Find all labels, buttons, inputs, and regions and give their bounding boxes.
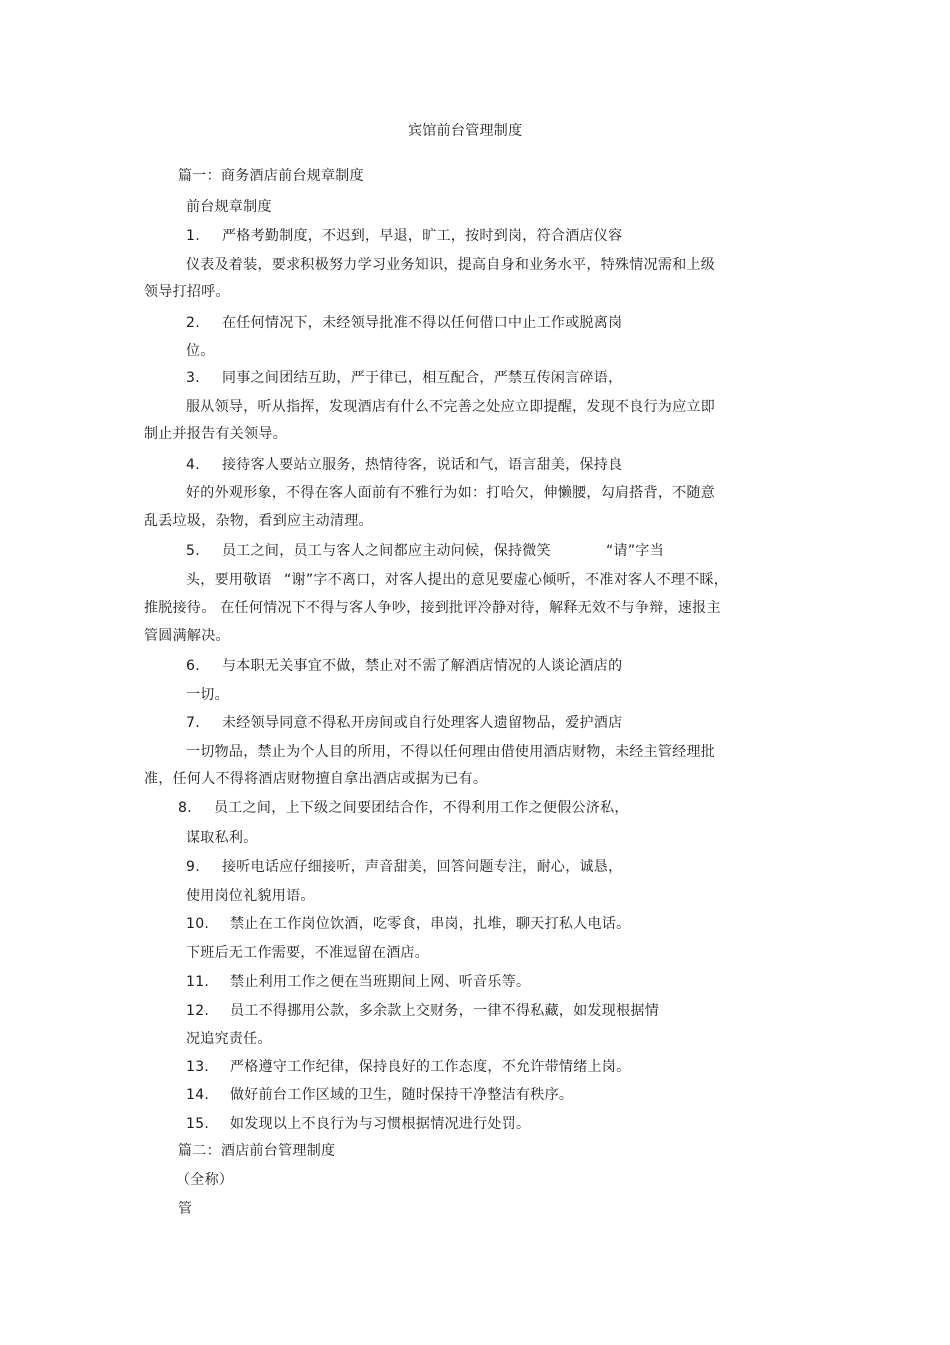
- rule-number: 9.: [186, 859, 200, 875]
- rule-1-cont-1: 仪表及着装，要求积极努力学习业务知识，提高自身和业务水平，特殊情况需和上级: [186, 257, 716, 273]
- rule-number: 13.: [186, 1059, 210, 1075]
- rule-text: 员工之间，上下级之间要团结合作，不得利用工作之便假公济私，: [214, 800, 629, 816]
- rule-number: 14.: [186, 1087, 210, 1103]
- rule-8: [178, 799, 629, 817]
- rule-text: 接听电话应仔细接听，声音甜美，回答问题专注，耐心，诚恳，: [222, 859, 623, 875]
- section1-heading: 篇一：商务酒店前台规章制度: [178, 168, 364, 184]
- rule-9-cont-1: 使用岗位礼貌用语。: [186, 888, 315, 904]
- section1-subheading: 前台规章制度: [186, 199, 272, 215]
- rule-text: 员工不得挪用公款，多余款上交财务，一律不得私藏，如发现根据情: [230, 1003, 659, 1019]
- rule-6: [186, 657, 622, 675]
- rule-number: 12.: [186, 1003, 210, 1019]
- rule-1: [186, 227, 622, 245]
- rule-text: 禁止在工作岗位饮酒，吃零食，串岗，扎堆，聊天打私人电话。: [230, 916, 631, 932]
- rule-8-cont-1: 谋取私利。: [186, 830, 258, 846]
- rule-15: [186, 1115, 530, 1133]
- rule-5-cont-2: 推脱接待。 在任何情况下不得与客人争吵，接到批评冷静对待，解释无效不与争辩，速报主: [144, 600, 721, 616]
- rule-7-cont-1: 一切物品，禁止为个人目的所用，不得以任何理由借使用酒店财物，未经主管经理批: [186, 744, 716, 760]
- rule-number: 2.: [186, 315, 200, 331]
- rule-text: 禁止利用工作之便在当班期间上网、听音乐等。: [230, 974, 531, 990]
- rule-number: 5.: [186, 543, 200, 559]
- rule-number: 11.: [186, 974, 210, 990]
- rule-2: [186, 314, 622, 332]
- rule-5-cont-1a: 头，要用敬语: [186, 572, 272, 588]
- rule-text: 严格遵守工作纪律，保持良好的工作态度，不允许带情绪上岗。: [230, 1059, 631, 1075]
- rule-text: 未经领导同意不得私开房间或自行处理客人遗留物品，爱护酒店: [222, 715, 623, 731]
- rule-text: 做好前台工作区域的卫生，随时保持干净整洁有秩序。: [230, 1087, 574, 1103]
- rule-text: 严格考勤制度，不迟到，早退，旷工，按时到岗，符合酒店仪容: [222, 228, 623, 244]
- rule-number: 8.: [178, 800, 192, 816]
- rule-1-cont-2: 领导打招呼。: [144, 284, 230, 300]
- rule-text: 同事之间团结互助，严于律已，相互配合，严禁互传闲言碎语，: [222, 370, 623, 386]
- rule-text: 接待客人要站立服务，热情待客，说话和气，语言甜美，保持良: [222, 457, 623, 473]
- rule-number: 7.: [186, 715, 200, 731]
- rule-number: 15.: [186, 1116, 210, 1132]
- rule-6-cont-1: 一切。: [186, 687, 229, 703]
- rule-13: [186, 1058, 630, 1076]
- rule-text: 如发现以上不良行为与习惯根据情况进行处罚。: [230, 1116, 531, 1132]
- rule-number: 10.: [186, 916, 210, 932]
- rule-5-extra: “请”字当: [606, 543, 665, 559]
- section2-line-1: （全称）: [176, 1172, 234, 1188]
- rule-3: [186, 369, 622, 387]
- section2-line-2: 管: [178, 1201, 193, 1217]
- rule-7-cont-2: 准，任何人不得将酒店财物擅自拿出酒店或据为已有。: [144, 771, 488, 787]
- rule-4-cont-1: 好的外观形象，不得在客人面前有不雅行为如：打哈欠，伸懒腰，勾肩搭背，不随意: [186, 485, 716, 501]
- rule-5-cont-3: 管圆满解决。: [144, 628, 230, 644]
- rule-2-cont-1: 位。: [186, 343, 215, 359]
- section2-heading: 篇二：酒店前台管理制度: [178, 1143, 336, 1159]
- rule-11: [186, 973, 530, 991]
- rule-number: 3.: [186, 370, 200, 386]
- rule-number: 1.: [186, 228, 200, 244]
- rule-text: 员工之间，员工与客人之间都应主动问候，保持微笑: [222, 543, 551, 559]
- rule-14: [186, 1086, 573, 1104]
- rule-7: [186, 714, 622, 732]
- rule-9: [186, 858, 622, 876]
- rule-3-cont-1: 服从领导，听从指挥，发现酒店有什么不完善之处应立即提醒，发现不良行为应立即: [186, 399, 716, 415]
- rule-number: 6.: [186, 658, 200, 674]
- page-title: 宾馆前台管理制度: [408, 123, 523, 139]
- rule-10: [186, 915, 630, 933]
- rule-number: 4.: [186, 457, 200, 473]
- rule-4: [186, 456, 622, 474]
- rule-text: 与本职无关事宜不做，禁止对不需了解酒店情况的人谈论酒店的: [222, 658, 623, 674]
- rule-10-cont-1: 下班后无工作需要，不准逗留在酒店。: [186, 945, 430, 961]
- rule-5-cont-1b: “谢”字不离口，对客人提出的意见要虚心倾听，不准对客人不理不睬，: [284, 572, 729, 588]
- rule-3-cont-2: 制止并报告有关领导。: [144, 426, 287, 442]
- rule-5: [186, 542, 551, 560]
- rule-12: [186, 1002, 659, 1020]
- rule-12-cont-1: 况追究责任。: [186, 1031, 272, 1047]
- rule-4-cont-2: 乱丢垃圾，杂物，看到应主动清理。: [144, 513, 373, 529]
- rule-text: 在任何情况下，未经领导批准不得以任何借口中止工作或脱离岗: [222, 315, 623, 331]
